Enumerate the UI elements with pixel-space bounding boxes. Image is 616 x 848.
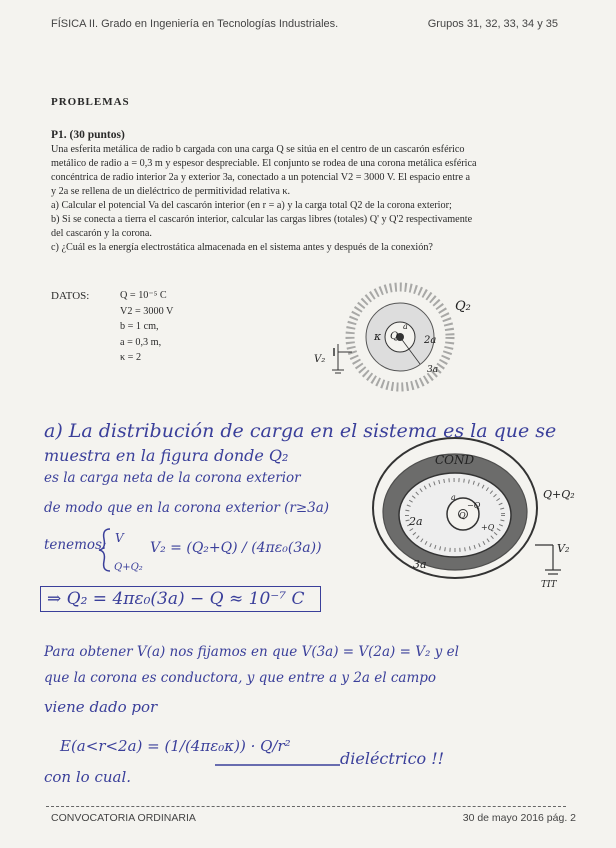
sketch-a: a — [451, 493, 456, 502]
fig-label-a: a — [403, 322, 408, 331]
footer-session: CONVOCATORIA ORDINARIA — [51, 812, 196, 824]
sketch-q: Q — [459, 511, 466, 520]
dato-item: V2 = 3000 V — [120, 305, 174, 317]
statement-line: c) ¿Cuál es la energía electrostática almacenada en el sistema antes y después de la conexión? — [51, 242, 433, 253]
header-course: FÍSICA II. Grado en Ingeniería en Tecnologías Industriales. — [51, 18, 339, 30]
dato-item: b = 1 cm, — [120, 321, 159, 332]
statement-line: Una esferita metálica de radio b cargada con una carga Q se sitúa en el centro de un cascarón esférico — [51, 144, 465, 155]
footer-divider — [46, 806, 566, 807]
fig-label-v2: V₂ — [314, 354, 326, 365]
hand-line-8: Para obtener V(a) nos fijamos en que V(3a) = V(2a) = V₂ y el — [44, 644, 459, 660]
hand-line-9: que la corona es conductora, y que entre a y 2a el campo — [44, 670, 437, 686]
hand-sketch — [355, 430, 600, 600]
brace-v-label: V — [115, 531, 124, 545]
dato-item: Q = 10⁻⁵ C — [120, 290, 167, 301]
hand-line-4: de modo que en la corona exterior (r≥3a) — [44, 500, 330, 516]
datos-list — [120, 288, 173, 366]
header-groups: Grupos 31, 32, 33, 34 y 35 — [427, 18, 558, 30]
sketch-ground-label: TIT — [541, 580, 557, 590]
fig-label-3a: 3a — [427, 365, 439, 375]
brace-sum-expression — [96, 525, 156, 575]
sketch-plus-q: +Q — [481, 523, 495, 532]
fig-label-q: Q — [390, 331, 399, 342]
hand-dielectric-note: dieléctrico !! — [340, 749, 445, 768]
hand-line-3: es la carga neta de la corona exterior — [44, 470, 301, 486]
problem-statement — [51, 143, 551, 255]
sketch-2a: 2a — [409, 515, 423, 528]
hand-line-2: muestra en la figura donde Q₂ — [44, 446, 289, 465]
brace-q-sum: Q+Q₂ — [114, 562, 143, 573]
statement-line: y 2a se rellena de un dieléctrico de permitividad relativa κ. — [51, 186, 291, 197]
sketch-3a: 3a — [413, 558, 427, 571]
brace — [99, 529, 110, 571]
hand-line-11: E(a<r<2a) = (1/(4πε₀κ)) · Q/r² — [60, 737, 291, 755]
problem-title: P1. (30 puntos) — [51, 129, 125, 141]
fig-label-2a: 2a — [424, 335, 437, 346]
dato-item: a = 0,3 m, — [120, 336, 162, 348]
statement-line: del cascarón y la corona. — [51, 228, 152, 239]
sketch-v2: V₂ — [557, 542, 570, 555]
hand-line-5: tenemos: — [44, 537, 107, 553]
section-title: PROBLEMAS — [51, 96, 130, 108]
problem-figure — [300, 282, 500, 392]
datos-label: DATOS: — [51, 290, 90, 302]
sketch-q-plus-q2: Q+Q₂ — [543, 488, 575, 501]
statement-line: concéntrica de radio interior 2a y exterior 3a, conectado a un potencial V2 = 3000 V. El espacio entre a — [51, 172, 471, 183]
sketch-minus-q: −Q — [467, 501, 481, 510]
statement-line: metálico de radio a = 0,3 m y espesor despreciable. El conjunto se rodea de una corona metálica esférica — [51, 158, 477, 169]
hand-line-1: a) La distribución de carga en el sistema es la que se — [44, 420, 557, 442]
statement-line: b) Si se conecta a tierra el cascarón interior, calcular las cargas libres (totales) Q' y Q'2 respectivamente — [51, 214, 473, 225]
fig-label-kappa: κ — [374, 330, 382, 343]
fig-label-q2: Q₂ — [455, 299, 471, 314]
hand-line-10: viene dado por — [44, 698, 158, 716]
footer-date-page: 30 de mayo 2016 pág. 2 — [462, 812, 576, 824]
hand-eq-v2: V₂ = (Q₂+Q) / (4πε₀(3a)) — [150, 540, 322, 556]
underline-dielectric — [215, 762, 345, 768]
statement-line: a) Calcular el potencial Va del cascarón interior (en r = a) y la carga total Q2 de la corona exterior; — [51, 200, 452, 211]
hand-line-13: con lo cual. — [44, 768, 132, 786]
hand-boxed-result: ⇒ Q₂ = 4πε₀(3a) − Q ≈ 10⁻⁷ C — [40, 586, 321, 612]
dato-item: κ = 2 — [120, 352, 142, 363]
sketch-cond: COND — [435, 453, 475, 467]
